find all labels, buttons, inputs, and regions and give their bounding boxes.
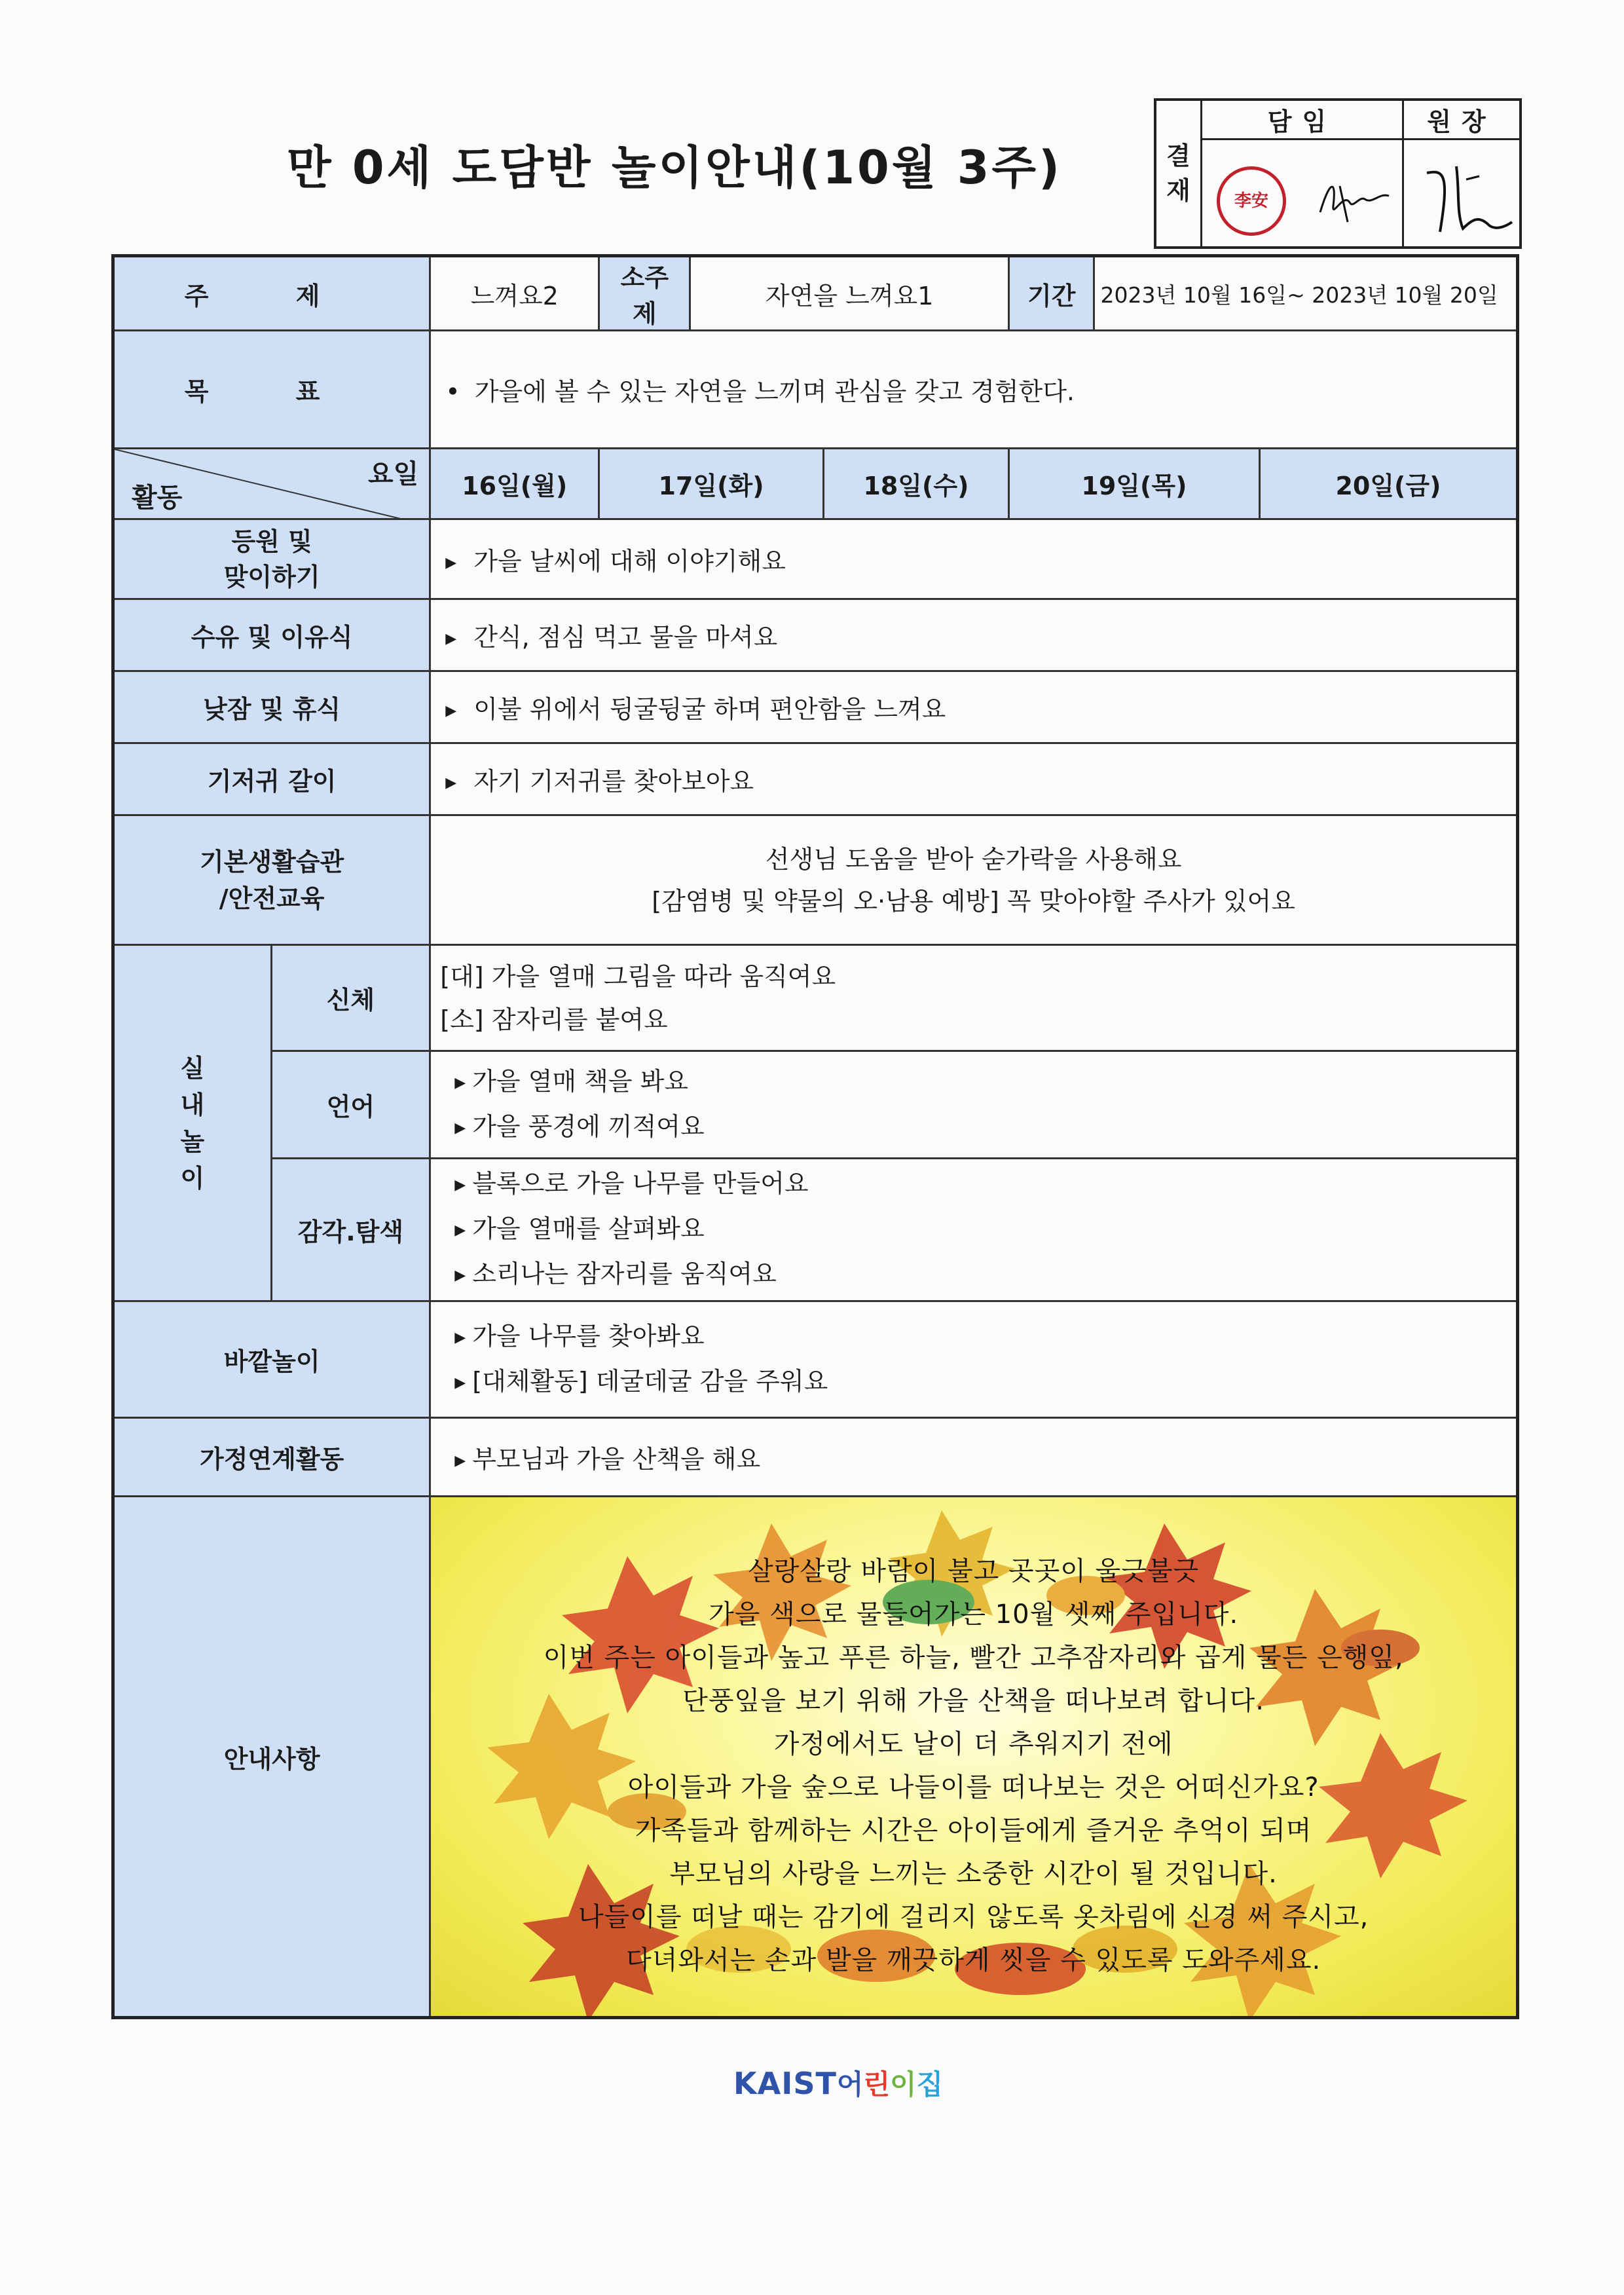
physical-row (113, 945, 1518, 1051)
theme-label: 주 제 (113, 256, 430, 331)
day-header: 16일(월) (430, 449, 599, 519)
sensory-item: 가을 열매를 살펴봐요 (472, 1214, 705, 1243)
triangle-bullet-icon: ▶ (445, 703, 457, 719)
diaper-text: 자기 기저귀를 찾아보아요 (473, 767, 754, 796)
day-header: 19일(목) (1008, 449, 1259, 519)
outdoor-label: 바깥놀이 (113, 1301, 430, 1418)
triangle-bullet-icon: ▶ (445, 631, 457, 647)
approval-director-sign (1404, 140, 1519, 246)
arrival-label-line: 맞이하기 (223, 562, 320, 591)
language-label: 언어 (271, 1051, 430, 1159)
triangle-bullet-icon: ▶ (454, 1119, 466, 1136)
activity-corner-label: 활동 (132, 483, 183, 513)
feeding-cell (430, 599, 1518, 671)
sensory-cell (430, 1159, 1518, 1301)
day-header: 17일(화) (599, 449, 824, 519)
notice-line: 나들이를 떠날 때는 감기에 걸리지 않도록 옷차림에 신경 써 주시고, (578, 1902, 1369, 1932)
safety-text: [감염병 및 약물의 오·남용 예방] 꼭 맞아야할 주사가 있어요 (652, 886, 1295, 916)
notice-row (113, 1497, 1518, 2018)
triangle-bullet-icon: ▶ (454, 1329, 466, 1346)
logo-kaist-text: KAIST (733, 2066, 837, 2101)
notice-line: 부모님의 사랑을 느끼는 소중한 시간이 될 것입니다. (669, 1859, 1278, 1889)
triangle-bullet-icon: ▶ (454, 1222, 466, 1239)
habits-label-line: 기본생활습관 (200, 847, 344, 876)
approval-director-header: 원장 (1404, 101, 1519, 140)
logo-char: 린 (863, 2068, 891, 2100)
indoor-label-char: 이 (180, 1163, 205, 1193)
triangle-bullet-icon: ▶ (454, 1177, 466, 1193)
triangle-bullet-icon: ▶ (454, 1267, 466, 1284)
feeding-label: 수유 및 이유식 (113, 599, 430, 671)
header-row (113, 256, 1518, 331)
diaper-label: 기저귀 갈이 (113, 743, 430, 815)
arrival-row (113, 519, 1518, 599)
physical-item: [대] 가을 열매 그림을 따라 움직여요 (440, 961, 836, 991)
physical-item: [소] 잠자리를 붙여요 (440, 1005, 668, 1034)
day-activity-corner (113, 449, 430, 519)
goal-label: 목 표 (113, 331, 430, 449)
notice-label: 안내사항 (113, 1497, 430, 2018)
homeroom-signature (1314, 166, 1392, 232)
director-signature (1417, 153, 1515, 245)
habits-cell (430, 815, 1518, 945)
language-item: 가을 풍경에 끼적여요 (472, 1111, 705, 1141)
approval-homeroom-sign (1202, 140, 1404, 246)
indoor-label-char: 실 (180, 1053, 205, 1083)
nap-row (113, 671, 1518, 743)
subtheme-value: 자연을 느껴요1 (690, 256, 1008, 331)
notice-line: 다녀와서는 손과 발을 깨끗하게 씻을 수 있도록 도와주세요. (626, 1945, 1321, 1975)
approval-label-bottom: 재 (1166, 176, 1190, 205)
habits-label-line: /안전교육 (219, 884, 325, 913)
day-header: 20일(금) (1259, 449, 1517, 519)
home-item: 부모님과 가을 산책을 해요 (472, 1445, 761, 1474)
notice-text (431, 1531, 1516, 1982)
notice-line: 가을 색으로 물들어가는 10월 셋째 주입니다. (709, 1599, 1239, 1630)
nap-text: 이불 위에서 뒹굴뒹굴 하며 편안함을 느껴요 (473, 695, 946, 724)
outdoor-cell (430, 1301, 1518, 1418)
nap-cell (430, 671, 1518, 743)
approval-box (1154, 98, 1522, 249)
sensory-row (113, 1159, 1518, 1301)
kaist-daycare-logo (733, 2063, 943, 2102)
subtheme-label: 소주제 (599, 256, 690, 331)
habits-text: 선생님 도움을 받아 숟가락을 사용해요 (765, 844, 1182, 874)
physical-label: 신체 (271, 945, 430, 1051)
logo-char: 어 (836, 2068, 864, 2100)
diaper-row (113, 743, 1518, 815)
triangle-bullet-icon: ▶ (454, 1374, 466, 1391)
feeding-text: 간식, 점심 먹고 물을 마셔요 (473, 623, 778, 652)
day-header: 18일(수) (823, 449, 1008, 519)
outdoor-item: [대체활동] 데굴데굴 감을 주워요 (472, 1366, 828, 1396)
sensory-label: 감각.탐색 (271, 1159, 430, 1301)
triangle-bullet-icon: ▶ (454, 1074, 466, 1091)
notice-cell (430, 1497, 1518, 2018)
habits-row (113, 815, 1518, 945)
logo-char: 이 (890, 2068, 917, 2100)
habits-label (113, 815, 430, 945)
notice-line: 아이들과 가을 숲으로 나들이를 떠나보는 것은 어떠신가요? (627, 1772, 1320, 1802)
language-cell (430, 1051, 1518, 1159)
outdoor-row (113, 1301, 1518, 1418)
arrival-text: 가을 날씨에 대해 이야기해요 (473, 547, 786, 576)
seal-stamp: 李安 (1217, 166, 1286, 236)
page-title: 만 0세 도담반 놀이안내(10월 3주) (286, 141, 1063, 195)
goal-cell (430, 331, 1518, 449)
diaper-cell (430, 743, 1518, 815)
sensory-item: 소리나는 잠자리를 움직여요 (472, 1259, 777, 1288)
feeding-row (113, 599, 1518, 671)
notice-line: 이번 주는 아이들과 높고 푸른 하늘, 빨간 고추잠자리와 곱게 물든 은행잎, (543, 1643, 1404, 1673)
language-item: 가을 열매 책을 봐요 (472, 1066, 689, 1096)
nap-label: 낮잠 및 휴식 (113, 671, 430, 743)
notice-line: 가정에서도 날이 더 추워지기 전에 (773, 1729, 1173, 1759)
period-label: 기간 (1008, 256, 1094, 331)
outdoor-item: 가을 나무를 찾아봐요 (472, 1321, 705, 1351)
triangle-bullet-icon: ▶ (445, 555, 457, 571)
home-cell (430, 1418, 1518, 1497)
home-label: 가정연계활동 (113, 1418, 430, 1497)
goal-row (113, 331, 1518, 449)
notice-line: 가족들과 함께하는 시간은 아이들에게 즐거운 추억이 되며 (635, 1816, 1312, 1846)
days-row (113, 449, 1518, 519)
period-value: 2023년 10월 16일~ 2023년 10월 20일 (1094, 256, 1518, 331)
bullet-icon: • (445, 377, 460, 406)
notice-line: 단풍잎을 보기 위해 가을 산책을 떠나보려 합니다. (682, 1686, 1265, 1716)
logo-char: 집 (916, 2068, 944, 2100)
approval-homeroom-header: 담임 (1202, 101, 1404, 140)
weekday-corner-label: 요일 (367, 459, 419, 489)
weekly-plan-table (111, 254, 1519, 2019)
goal-text: 가을에 볼 수 있는 자연을 느끼며 관심을 갖고 경험한다. (474, 377, 1075, 406)
arrival-cell (430, 519, 1518, 599)
approval-label-top: 결 (1166, 141, 1190, 170)
physical-cell (430, 945, 1518, 1051)
arrival-label (113, 519, 430, 599)
indoor-play-label (113, 945, 272, 1301)
theme-value: 느껴요2 (430, 256, 599, 331)
arrival-label-line: 등원 및 (231, 527, 312, 556)
triangle-bullet-icon: ▶ (445, 775, 457, 791)
triangle-bullet-icon: ▶ (454, 1453, 466, 1469)
indoor-label-char: 놀 (180, 1127, 205, 1156)
indoor-label-char: 내 (180, 1090, 205, 1119)
sensory-item: 블록으로 가을 나무를 만들어요 (472, 1169, 809, 1198)
language-row (113, 1051, 1518, 1159)
approval-label (1156, 101, 1202, 246)
notice-line: 살랑살랑 바람이 불고 곳곳이 울긋불긋 (748, 1556, 1200, 1586)
home-row (113, 1418, 1518, 1497)
